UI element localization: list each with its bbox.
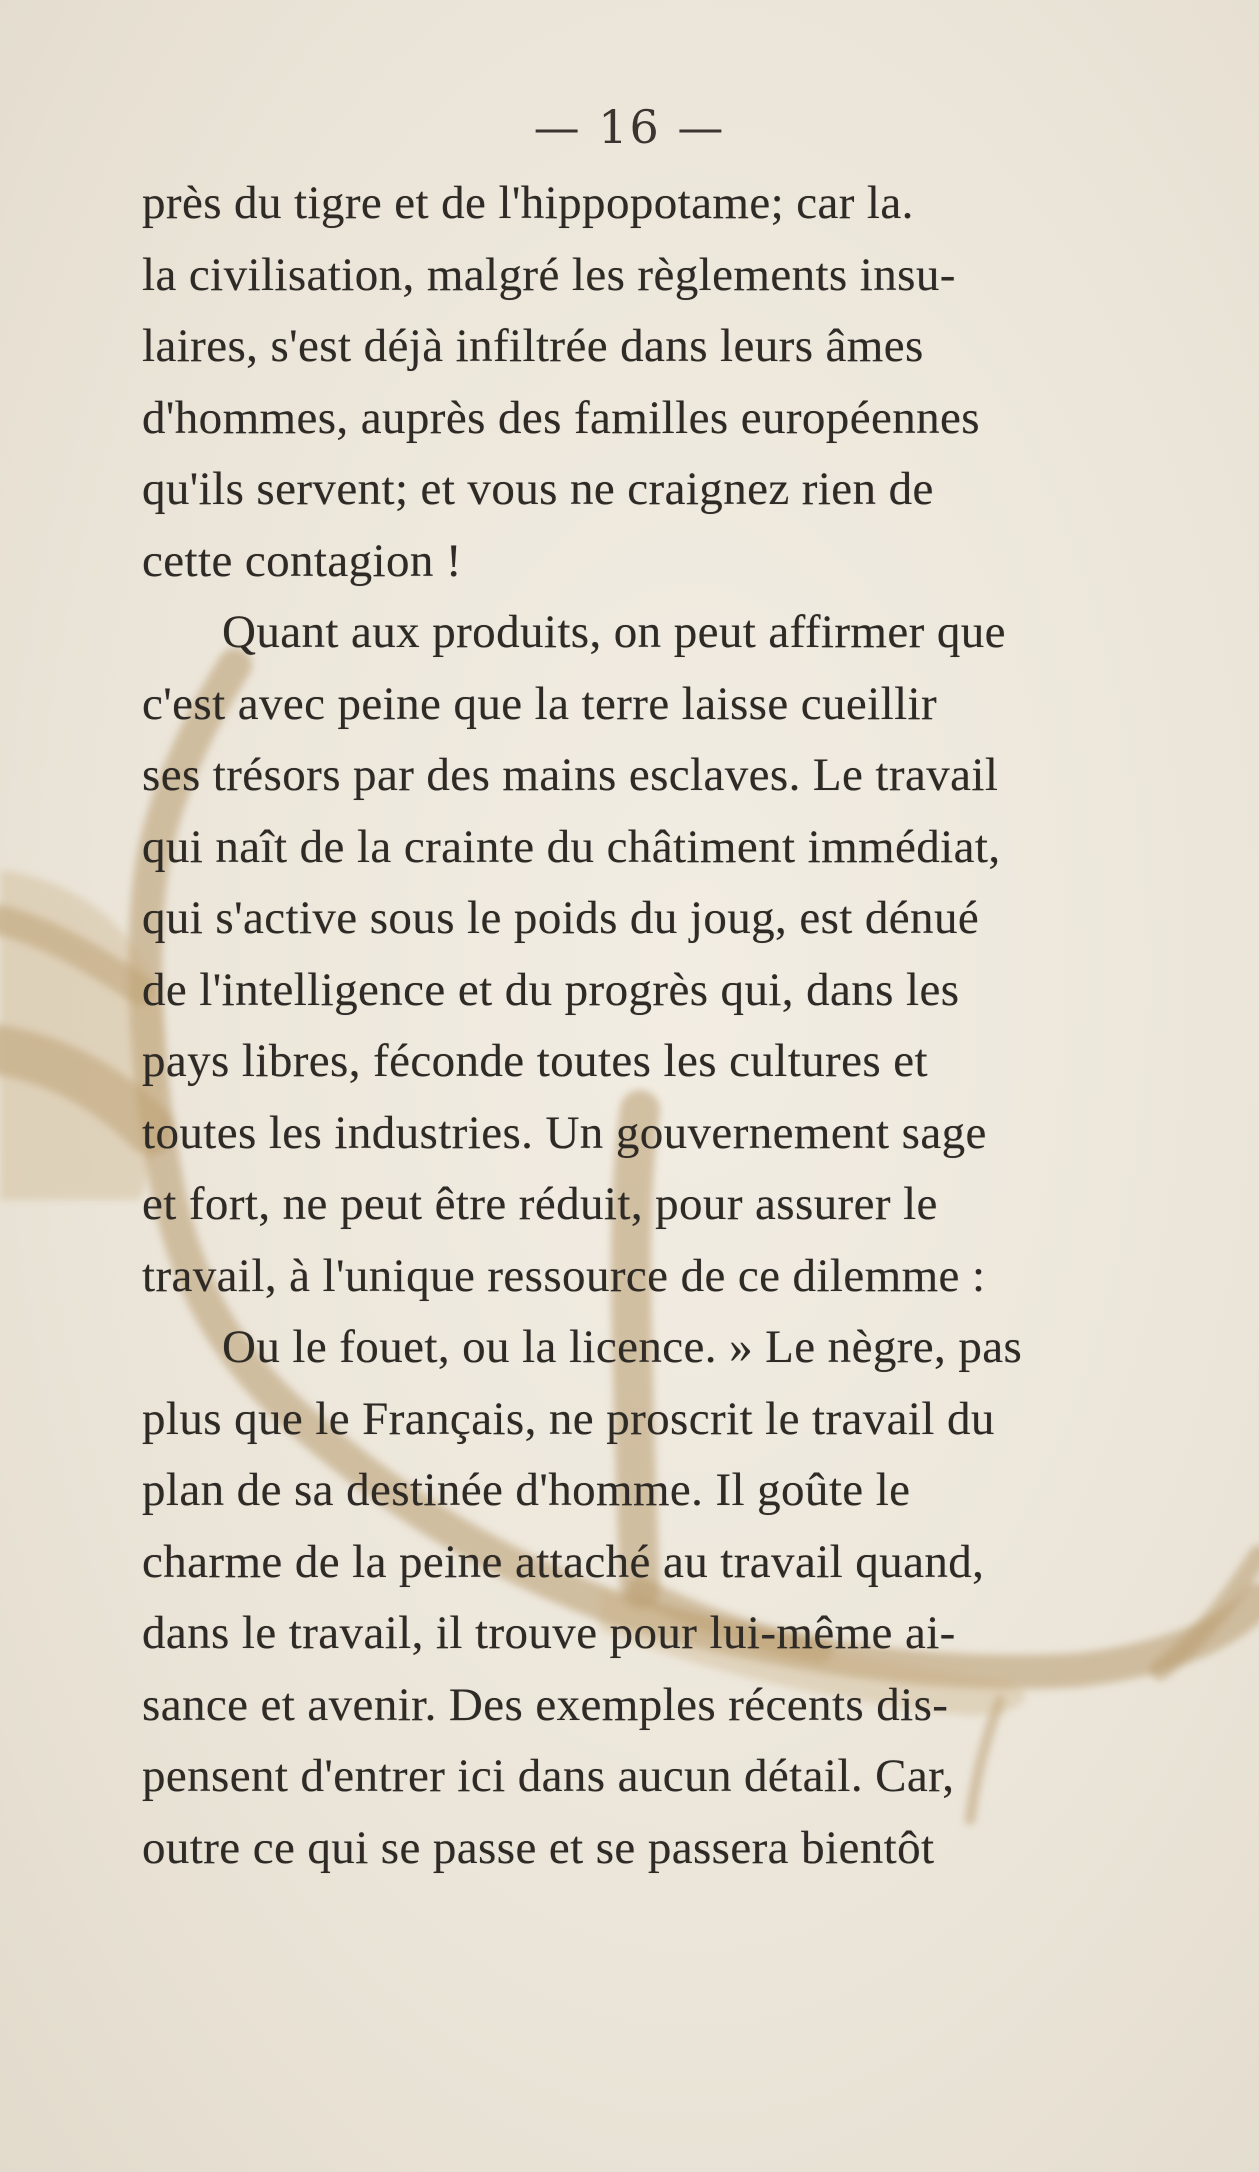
text-line: de l'intelligence et du progrès qui, dans les <box>142 963 960 1016</box>
text-line: près du tigre et de l'hippopotame; car la. <box>142 177 914 229</box>
page-number: — 16 — <box>533 100 726 154</box>
text-line: qui naît de la crainte du châtiment immédiat, <box>142 820 1001 873</box>
text-line: cette contagion ! <box>142 534 462 587</box>
text-line: dans le travail, il trouve pour lui-même ai- <box>142 1607 956 1659</box>
quote-line: Ou le fouet, ou la licence. » Le nègre, pas <box>222 1321 1023 1373</box>
paragraph-start-line: Quant aux produits, on peut affirmer que <box>222 606 1006 658</box>
text-line: qui s'active sous le poids du joug, est dénué <box>142 892 980 944</box>
text-line: toutes les industries. Un gouvernement sage <box>142 1106 987 1159</box>
text-line: plan de sa destinée d'homme. Il goûte le <box>142 1464 911 1516</box>
text-line: travail, à l'unique ressource de ce dilemme : <box>142 1249 986 1302</box>
text-line: plus que le Français, ne proscrit le travail du <box>142 1392 995 1445</box>
text-line: c'est avec peine que la terre laisse cueillir <box>142 677 938 730</box>
text-line: la civilisation, malgré les règlements insu- <box>142 248 956 301</box>
text-line: d'hommes, auprès des familles européennes <box>142 391 980 444</box>
text-line: outre ce qui se passe et se passera bientôt <box>142 1821 935 1874</box>
text-line: et fort, ne peut être réduit, pour assurer le <box>142 1178 938 1230</box>
text-line: sance et avenir. Des exemples récents dis- <box>142 1678 949 1731</box>
text-line: charme de la peine attaché au travail quand, <box>142 1535 985 1588</box>
body-text <box>142 168 1182 1884</box>
text-line: pensent d'entrer ici dans aucun détail. Car, <box>142 1750 955 1802</box>
text-line: laires, s'est déjà infiltrée dans leurs âmes <box>142 320 924 372</box>
text-line: ses trésors par des mains esclaves. Le travail <box>142 749 999 801</box>
text-line: pays libres, féconde toutes les cultures et <box>142 1035 928 1087</box>
text-line: qu'ils servent; et vous ne craignez rien de <box>142 463 934 515</box>
